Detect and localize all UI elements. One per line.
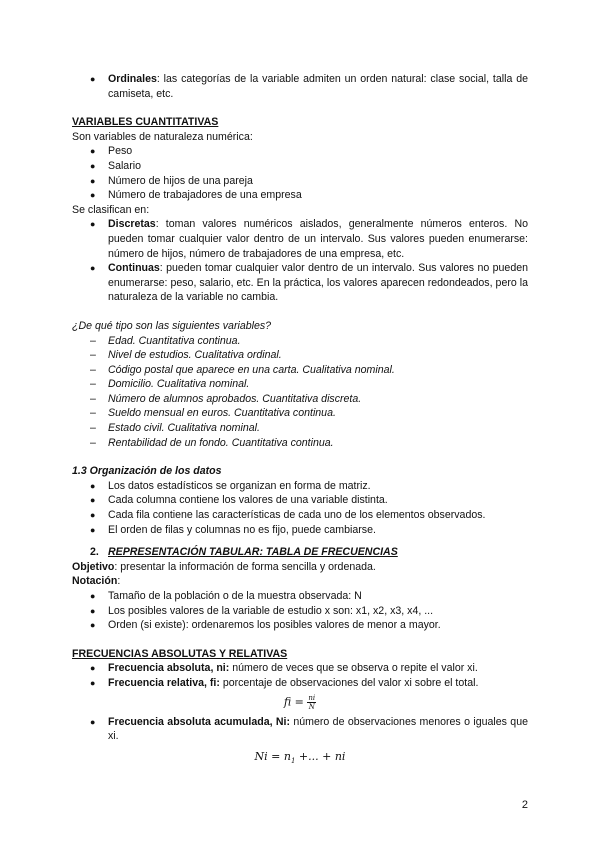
answer-text: Estado civil. Cualitativa nominal. <box>108 422 260 435</box>
list-item <box>72 493 528 508</box>
formula-subscript: 1 <box>290 756 296 765</box>
item-text: Orden (si existe): ordenaremos los posibles valores de menor a mayor. <box>108 619 441 632</box>
dash-icon: – <box>90 422 96 435</box>
list-item-ordinales <box>72 72 528 101</box>
list-item <box>72 479 528 494</box>
formula-cumulative-frequency <box>72 750 528 769</box>
list-item <box>72 174 528 189</box>
answer-item <box>72 377 528 392</box>
list-item-continuas <box>72 261 528 305</box>
bullet-icon: ● <box>90 74 96 84</box>
answer-text: Número de alumnos aprobados. Cuantitativa discreta. <box>108 392 362 405</box>
bullet-icon: ● <box>90 219 96 230</box>
notacion-term: Notación <box>72 575 118 588</box>
dash-icon: – <box>90 436 96 449</box>
cuantitativas-heading: VARIABLES CUANTITATIVAS <box>72 116 219 129</box>
representacion-heading: REPRESENTACIÓN TABULAR: TABLA DE FRECUENCIAS <box>108 546 398 559</box>
item-text: Los datos estadísticos se organizan en forma de matriz. <box>108 479 371 492</box>
answer-item <box>72 334 528 349</box>
example-text: Número de hijos de una pareja <box>108 174 253 187</box>
rel-term: Frecuencia relativa, fi: <box>108 676 220 689</box>
formula-rhs: +... + ni <box>295 749 346 763</box>
dash-icon: – <box>90 349 96 362</box>
objetivo-line <box>72 560 528 575</box>
answer-text: Edad. Cuantitativa continua. <box>108 334 241 347</box>
list-item <box>72 589 528 604</box>
example-text: Número de trabajadores de una empresa <box>108 189 302 202</box>
list-item-rel <box>72 676 528 691</box>
bullet-icon: ● <box>90 524 96 535</box>
acum-term: Frecuencia absoluta acumulada, Ni: <box>108 715 291 728</box>
bullet-icon: ● <box>90 591 96 601</box>
item-text: Los posibles valores de la variable de estudio x son: x1, x2, x3, x4, ... <box>108 604 434 617</box>
formula-lhs: Ni = n <box>254 749 291 763</box>
dash-icon: – <box>90 378 96 391</box>
section-heading-2 <box>72 545 528 560</box>
dash-icon: – <box>90 334 96 347</box>
section-number: 2. <box>90 546 99 559</box>
rel-text: porcentaje de observaciones del valor xi sobre el total. <box>219 676 479 689</box>
bullet-icon: ● <box>90 175 96 186</box>
page-number: 2 <box>521 799 528 811</box>
notacion-line <box>72 574 528 589</box>
formula-relative-frequency <box>72 694 528 711</box>
ordinales-text: : las categorías de la variable admiten un orden natural: clase social, talla de camiseta, etc. <box>108 73 528 100</box>
continuas-text: : pueden tomar cualquier valor dentro de un intervalo. Sus valores no pueden enumerarse: peso, salario, etc. En la práctica, los valores aparecen redondeados, pero la naturaleza de la variable no cambia. <box>108 262 528 304</box>
bullet-icon: ● <box>90 620 96 631</box>
bullet-icon: ● <box>90 605 96 616</box>
answer-item <box>72 348 528 363</box>
list-item <box>72 144 528 159</box>
bullet-icon: ● <box>90 663 96 674</box>
answer-item <box>72 406 528 421</box>
fraction-numerator: ni <box>308 693 316 702</box>
bullet-icon: ● <box>90 190 96 201</box>
answer-item <box>72 436 528 451</box>
bullet-icon: ● <box>90 510 96 521</box>
answer-text: Código postal que aparece en una carta. Cualitativa nominal. <box>108 363 395 376</box>
item-text: Tamaño de la población o de la muestra observada: N <box>108 590 362 602</box>
fraction <box>307 694 316 711</box>
item-text: El orden de filas y columnas no es fijo, puede cambiarse. <box>108 523 376 536</box>
bullet-icon: ● <box>90 495 96 506</box>
cuantitativas-intro: Son variables de naturaleza numérica: <box>72 130 253 143</box>
notacion-colon: : <box>117 575 121 588</box>
abs-text: número de veces que se observa o repite el valor xi. <box>229 662 478 675</box>
dash-icon: – <box>90 407 96 420</box>
acum-text: número de observaciones menores o iguales que xi. <box>108 715 528 743</box>
classify-text: Se clasifican en: <box>72 203 150 216</box>
continuas-term: Continuas <box>108 262 160 275</box>
list-item <box>72 604 528 619</box>
dash-icon: – <box>90 363 96 376</box>
bullet-icon: ● <box>90 146 96 157</box>
fraction-denominator: N <box>308 702 315 711</box>
answer-text: Domicilio. Cualitativa nominal. <box>108 378 250 391</box>
ordinales-term: Ordinales <box>108 73 157 85</box>
discretas-text: : toman valores numéricos aislados, generalmente números enteros. No pueden tomar cualquier valor dentro de un intervalo. Sus valores pueden enumerarse: número de hijos, número de trabajadores de una empresa, etc. <box>108 218 528 260</box>
document-page <box>72 72 528 769</box>
abs-term: Frecuencia absoluta, ni: <box>108 662 230 675</box>
bullet-icon: ● <box>90 160 96 171</box>
example-text: Salario <box>108 159 141 172</box>
example-text: Peso <box>108 145 133 158</box>
item-text: Cada columna contiene los valores de una variable distinta. <box>108 494 388 507</box>
answer-text: Sueldo mensual en euros. Cuantitativa continua. <box>108 407 336 420</box>
list-item <box>72 188 528 203</box>
answer-text: Nivel de estudios. Cualitativa ordinal. <box>108 349 282 362</box>
dash-icon: – <box>90 392 96 405</box>
item-text: Cada fila contiene las características de cada uno de los elementos observados. <box>108 509 486 522</box>
bullet-icon: ● <box>90 716 96 727</box>
list-item-acum <box>72 715 528 744</box>
objetivo-term: Objetivo <box>72 560 115 573</box>
list-item <box>72 508 528 523</box>
list-item <box>72 618 528 633</box>
organizacion-heading: 1.3 Organización de los datos <box>72 465 222 478</box>
list-item-discretas <box>72 217 528 261</box>
list-item <box>72 523 528 538</box>
objetivo-text: : presentar la información de forma sencilla y ordenada. <box>114 560 376 573</box>
bullet-icon: ● <box>90 677 96 688</box>
answer-item <box>72 363 528 378</box>
answer-item <box>72 421 528 436</box>
discretas-term: Discretas <box>108 218 156 231</box>
answer-item <box>72 392 528 407</box>
list-item <box>72 159 528 174</box>
formula-lhs: fi = <box>283 695 304 709</box>
list-item-abs <box>72 661 528 676</box>
bullet-icon: ● <box>90 480 96 491</box>
question-title: ¿De qué tipo son las siguientes variables? <box>72 319 272 332</box>
bullet-icon: ● <box>90 263 96 274</box>
frecuencias-heading: FRECUENCIAS ABSOLUTAS Y RELATIVAS <box>72 647 288 660</box>
answer-text: Rentabilidad de un fondo. Cuantitativa continua. <box>108 436 334 449</box>
